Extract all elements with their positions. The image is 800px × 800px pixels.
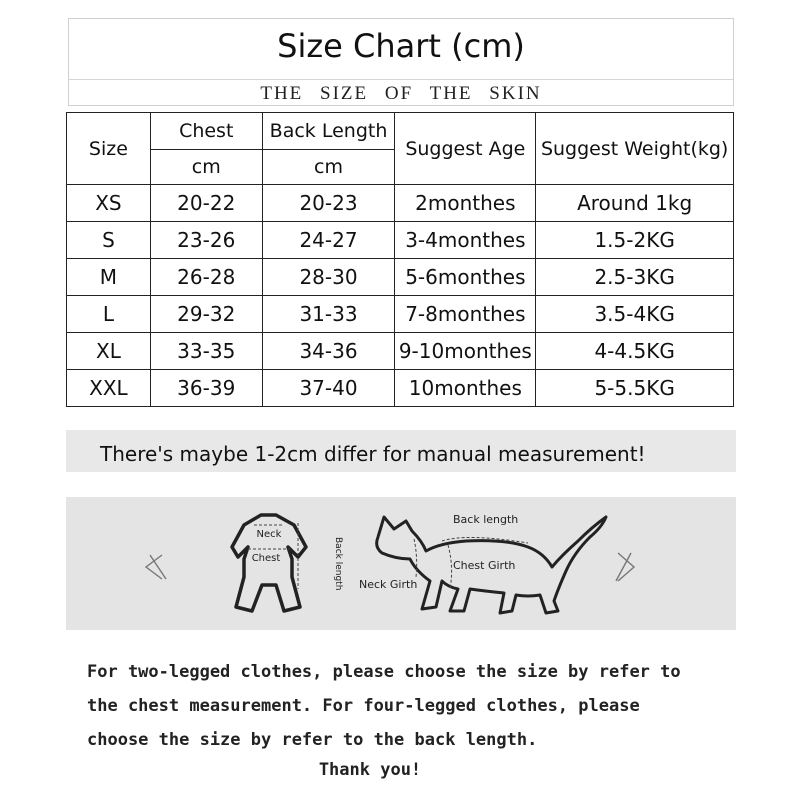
diagram-band <box>66 497 736 630</box>
table-row <box>67 296 734 333</box>
cell-back-length: 28-30 <box>262 259 395 296</box>
cell-age: 10monthes <box>395 370 536 407</box>
cell-size: XS <box>67 185 151 222</box>
header-back-length: Back Length <box>262 113 395 150</box>
table-row <box>67 259 734 296</box>
page-title: Size Chart (cm) <box>277 27 525 65</box>
cell-back-length: 31-33 <box>262 296 395 333</box>
cell-chest: 33-35 <box>150 333 262 370</box>
cell-back-length: 37-40 <box>262 370 395 407</box>
cell-age: 9-10monthes <box>395 333 536 370</box>
instruction-line: choose the size by refer to the back length. <box>87 730 538 750</box>
cell-size: XL <box>67 333 151 370</box>
garment-neck-label: Neck <box>256 529 282 540</box>
title-box <box>68 18 734 106</box>
table-row <box>67 333 734 370</box>
cell-chest: 36-39 <box>150 370 262 407</box>
cell-back-length: 24-27 <box>262 222 395 259</box>
cell-size: M <box>67 259 151 296</box>
header-chest-unit: cm <box>150 150 262 185</box>
table-row <box>67 185 734 222</box>
cell-chest: 29-32 <box>150 296 262 333</box>
cell-weight: 2.5-3KG <box>536 259 734 296</box>
instructions <box>87 655 707 757</box>
cat-back-length-label: Back length <box>453 513 519 526</box>
header-suggest-age: Suggest Age <box>395 113 536 185</box>
cell-chest: 23-26 <box>150 222 262 259</box>
cell-age: 5-6monthes <box>395 259 536 296</box>
cell-size: L <box>67 296 151 333</box>
garment-chest-label: Chest <box>251 553 281 564</box>
cell-chest: 20-22 <box>150 185 262 222</box>
header-back-length-unit: cm <box>262 150 395 185</box>
cat-chest-girth-label: Chest Girth <box>453 559 516 572</box>
cell-back-length: 20-23 <box>262 185 395 222</box>
table-row <box>67 222 734 259</box>
cell-weight: 5-5.5KG <box>536 370 734 407</box>
cell-age: 3-4monthes <box>395 222 536 259</box>
cell-weight: 4-4.5KG <box>536 333 734 370</box>
instruction-line: For two-legged clothes, please choose the size by refer to <box>87 662 681 682</box>
header-suggest-weight: Suggest Weight(kg) <box>536 113 734 185</box>
cell-age: 2monthes <box>395 185 536 222</box>
garment-back-length-label: Back length <box>333 537 343 591</box>
prev-arrow-icon[interactable] <box>146 555 166 579</box>
table-row <box>67 370 734 407</box>
title-divider <box>69 79 733 80</box>
size-table <box>66 112 734 407</box>
header-size: Size <box>67 113 151 185</box>
cat-neck-girth-label: Neck Girth <box>359 578 418 591</box>
header-chest: Chest <box>150 113 262 150</box>
instruction-line: the chest measurement. For four-legged clothes, please <box>87 696 640 716</box>
page-subtitle: THE SIZE OF THE SKIN <box>260 83 542 104</box>
measurement-diagram <box>66 497 736 630</box>
thanks-text: Thank you! <box>318 760 422 780</box>
measurement-note: There's maybe 1-2cm differ for manual measurement! <box>100 442 646 466</box>
next-arrow-icon[interactable] <box>616 553 634 581</box>
cell-weight: 1.5-2KG <box>536 222 734 259</box>
cell-chest: 26-28 <box>150 259 262 296</box>
thanks-text-wrap <box>0 760 800 780</box>
cell-back-length: 34-36 <box>262 333 395 370</box>
cell-weight: Around 1kg <box>536 185 734 222</box>
cell-size: XXL <box>67 370 151 407</box>
cell-age: 7-8monthes <box>395 296 536 333</box>
cell-weight: 3.5-4KG <box>536 296 734 333</box>
cell-size: S <box>67 222 151 259</box>
